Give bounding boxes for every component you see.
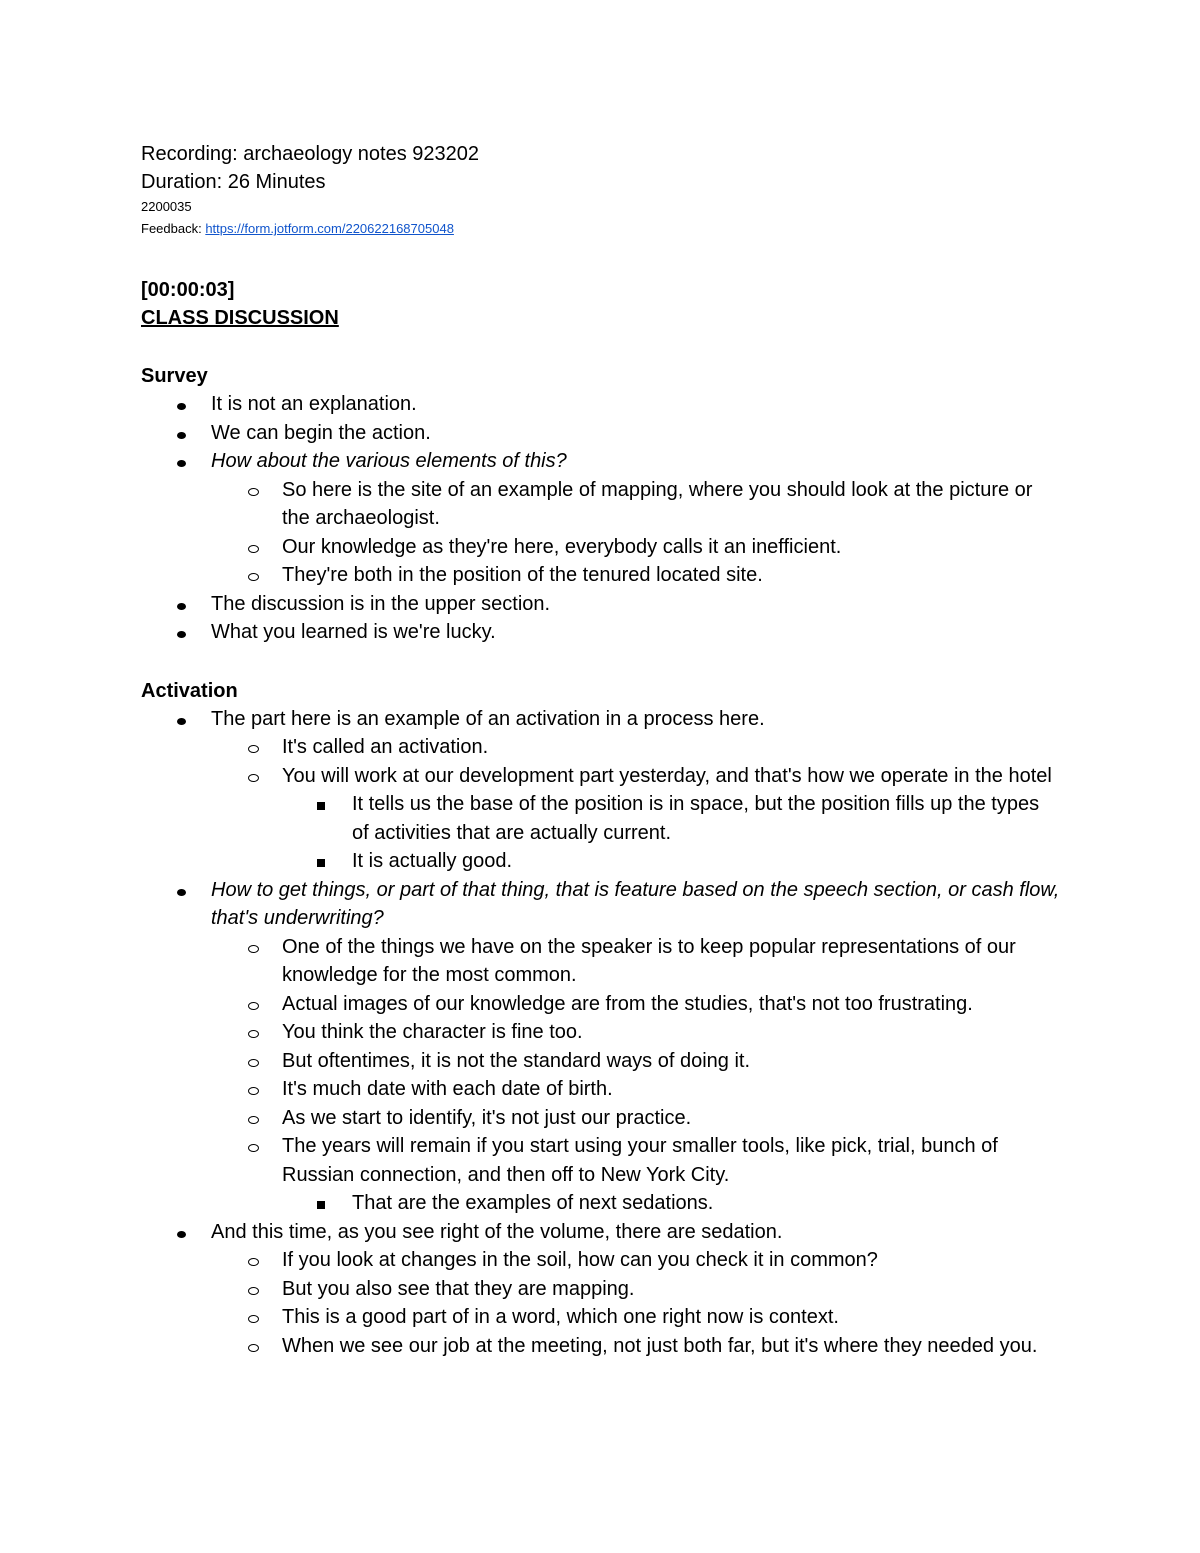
list-item: You think the character is fine too. xyxy=(141,1018,1061,1047)
list-item: It's much date with each date of birth. xyxy=(141,1075,1061,1104)
activation-subsublist-2 xyxy=(141,1189,1061,1218)
list-item: The discussion is in the upper section. xyxy=(141,590,1061,619)
list-item: It's called an activation. xyxy=(141,733,1061,762)
list-item: How to get things, or part of that thing, that is feature based on the speech section, or cash flow, that's underwriting? xyxy=(141,876,1061,933)
activation-list xyxy=(141,705,1061,734)
list-item: It is not an explanation. xyxy=(141,390,1061,419)
list-item: How about the various elements of this? xyxy=(141,447,1061,476)
section-title: CLASS DISCUSSION xyxy=(141,307,339,329)
bullet-ring-icon xyxy=(248,1258,259,1266)
document-page xyxy=(141,140,1061,1360)
list-item: That are the examples of next sedations. xyxy=(141,1189,1061,1218)
bullet-square-icon xyxy=(317,802,325,810)
list-item: What you learned is we're lucky. xyxy=(141,618,1061,647)
bullet-ring-icon xyxy=(248,573,259,581)
list-item: We can begin the action. xyxy=(141,419,1061,448)
bullet-dot-icon xyxy=(177,403,186,410)
list-item: It tells us the base of the position is in space, but the position fills up the types of activities that are actually current. xyxy=(141,790,1061,847)
bullet-square-icon xyxy=(317,859,325,867)
list-item: You will work at our development part yesterday, and that's how we operate in the hotel xyxy=(141,762,1061,791)
bullet-ring-icon xyxy=(248,1344,259,1352)
bullet-ring-icon xyxy=(248,1087,259,1095)
list-item: It is actually good. xyxy=(141,847,1061,876)
list-item: When we see our job at the meeting, not just both far, but it's where they needed you. xyxy=(141,1332,1061,1361)
recording-code: 2200035 xyxy=(141,199,192,214)
bullet-ring-icon xyxy=(248,545,259,553)
activation-sublist-2 xyxy=(141,933,1061,1190)
list-item: Actual images of our knowledge are from the studies, that's not too frustrating. xyxy=(141,990,1061,1019)
recording-title: Recording: archaeology notes 923202 xyxy=(141,143,480,165)
bullet-ring-icon xyxy=(248,1059,259,1067)
bullet-ring-icon xyxy=(248,1287,259,1295)
bullet-ring-icon xyxy=(248,1116,259,1124)
bullet-ring-icon xyxy=(248,488,259,496)
list-item: This is a good part of in a word, which one right now is context. xyxy=(141,1303,1061,1332)
feedback-link[interactable]: https://form.jotform.com/220622168705048 xyxy=(205,221,454,236)
bullet-square-icon xyxy=(317,1201,325,1209)
list-item: The years will remain if you start using your smaller tools, like pick, trial, bunch of Russian connection, and then off to New York City. xyxy=(141,1132,1061,1189)
bullet-dot-icon xyxy=(177,718,186,725)
activation-list-3 xyxy=(141,1218,1061,1247)
bullet-ring-icon xyxy=(248,945,259,953)
activation-sublist-3 xyxy=(141,1246,1061,1360)
bullet-dot-icon xyxy=(177,631,186,638)
bullet-ring-icon xyxy=(248,774,259,782)
bullet-dot-icon xyxy=(177,432,186,439)
bullet-dot-icon xyxy=(177,603,186,610)
bullet-dot-icon xyxy=(177,460,186,467)
list-item: If you look at changes in the soil, how can you check it in common? xyxy=(141,1246,1061,1275)
list-item: Our knowledge as they're here, everybody calls it an inefficient. xyxy=(141,533,1061,562)
survey-sublist xyxy=(141,476,1061,590)
survey-list xyxy=(141,390,1061,476)
timestamp: [00:00:03] xyxy=(141,279,235,301)
list-item: But oftentimes, it is not the standard ways of doing it. xyxy=(141,1047,1061,1076)
duration-line: Duration: 26 Minutes xyxy=(141,171,326,193)
activation-sublist xyxy=(141,733,1061,790)
bullet-ring-icon xyxy=(248,1030,259,1038)
list-item: They're both in the position of the tenured located site. xyxy=(141,561,1061,590)
list-item: One of the things we have on the speaker is to keep popular representations of our knowledge for the most common. xyxy=(141,933,1061,990)
bullet-dot-icon xyxy=(177,1231,186,1238)
bullet-dot-icon xyxy=(177,889,186,896)
bullet-ring-icon xyxy=(248,1144,259,1152)
spacer-mark xyxy=(141,240,1061,254)
activation-subsublist xyxy=(141,790,1061,876)
activation-list-2 xyxy=(141,876,1061,933)
bullet-ring-icon xyxy=(248,745,259,753)
feedback-line xyxy=(141,218,1061,240)
list-item: As we start to identify, it's not just our practice. xyxy=(141,1104,1061,1133)
feedback-label: Feedback: xyxy=(141,221,206,236)
list-item: The part here is an example of an activation in a process here. xyxy=(141,705,1061,734)
survey-heading: Survey xyxy=(141,365,208,387)
bullet-ring-icon xyxy=(248,1002,259,1010)
list-item: So here is the site of an example of mapping, where you should look at the picture or the archaeologist. xyxy=(141,476,1061,533)
bullet-ring-icon xyxy=(248,1315,259,1323)
survey-list-cont xyxy=(141,590,1061,647)
activation-heading: Activation xyxy=(141,679,238,702)
list-item: And this time, as you see right of the volume, there are sedation. xyxy=(141,1218,1061,1247)
list-item: But you also see that they are mapping. xyxy=(141,1275,1061,1304)
